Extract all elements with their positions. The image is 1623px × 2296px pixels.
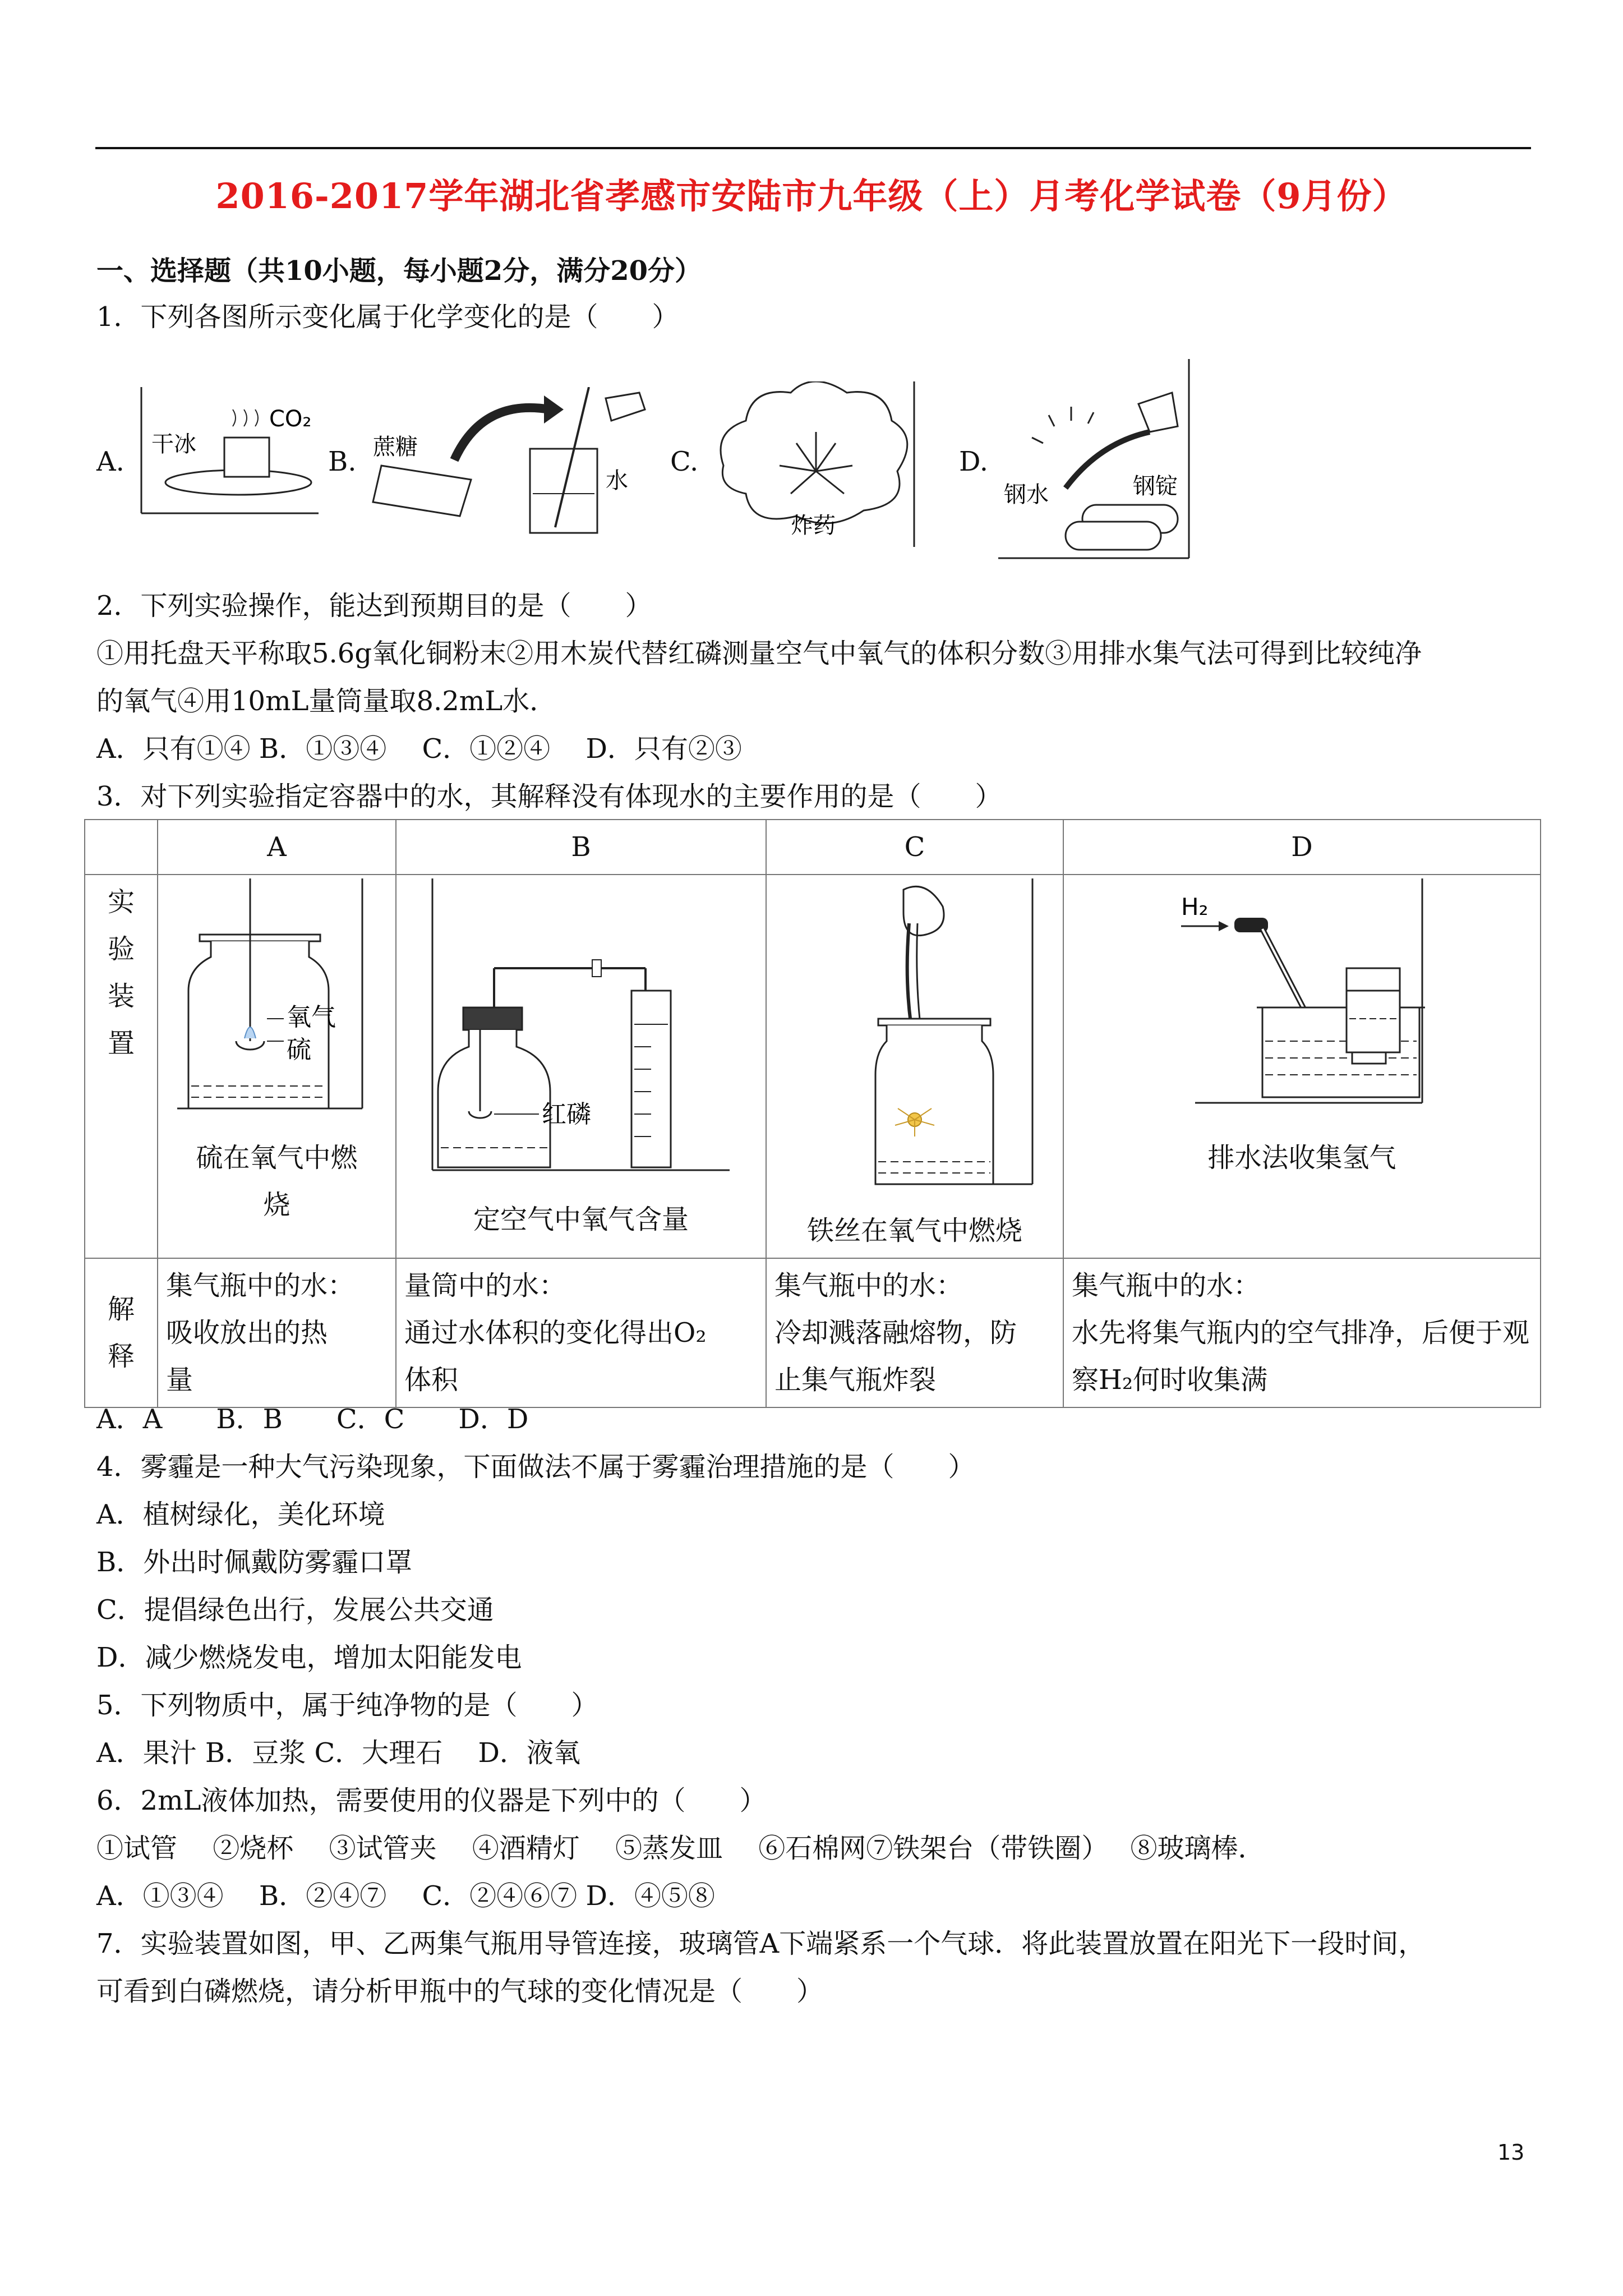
page-title: 2016-2017学年湖北省孝感市安陆市九年级（上）月考化学试卷（9月份） [215,176,1408,217]
q4-option-a: A．植树绿化，美化环境 [96,1499,385,1530]
explain-line: 冷却溅落融熔物，防 [774,1317,1017,1349]
explain-line: 吸收放出的热 [166,1317,328,1349]
q3-explain-a [158,1258,396,1407]
q3-explain-c [766,1258,1063,1407]
q3-figure-c [774,878,1038,1193]
top-rule [95,147,1531,149]
page-number: 13 [1497,2140,1525,2165]
q3-choices: A．A B．B C．C D．D [96,1404,529,1435]
q3-label-red-phosphorus: 红磷 [542,1100,591,1129]
q3-row-label-explain [85,1258,158,1407]
explain-line: 通过水体积的变化得出O₂ [404,1317,707,1349]
row-label-char: 置 [107,1028,135,1059]
q1-label-explosive: 炸药 [791,513,836,539]
q1-label-steel-ingot: 钢锭 [1133,473,1178,499]
q3-cell-d-apparatus [1063,875,1541,1258]
q7-line1: 7．实验装置如图，甲、乙两集气瓶用导管连接，玻璃管A下端紧系一个气球．将此装置放置在阳光下一段时间， [96,1928,1426,1959]
q3-row-label-apparatus [85,875,158,1258]
q1-label-sugar: 蔗糖 [373,434,418,460]
q3-header-b: B [396,820,766,875]
q1-option-c[interactable]: C. [670,446,699,477]
q3-stem: 3．对下列实验指定容器中的水，其解释没有体现水的主要作用的是（ ） [96,781,1002,812]
q1-label-water-b: 水 [606,468,628,494]
q3-label-oxygen: 氧气 [287,1003,336,1032]
q3-cell-c-apparatus [766,875,1063,1258]
q3-explain-d [1063,1258,1541,1407]
q3-header-d: D [1063,820,1541,875]
q3-figure-b [404,878,741,1181]
explain-line: 水先将集气瓶内的空气排净，后便于观 [1072,1317,1530,1349]
row-label-char: 解 [107,1294,135,1325]
q1-figure-a [140,387,320,516]
q7-line2: 可看到白磷燃烧，请分析甲瓶中的气球的变化情况是（ ） [96,1976,824,2007]
explain-line: 集气瓶中的水： [774,1270,963,1301]
explain-line: 集气瓶中的水： [166,1270,355,1301]
explain-line: 察H₂何时收集满 [1072,1364,1268,1396]
q1-option-d[interactable]: D. [959,446,989,477]
q3-cell-a-apparatus [158,875,396,1258]
q1-figure-b [370,387,651,539]
q3-header-a: A [158,820,396,875]
explain-line: 集气瓶中的水： [1072,1270,1261,1301]
q3-figure-d [1072,878,1431,1120]
q2-line1: ①用托盘天平称取5.6g氧化铜粉末②用木炭代替红磷测量空气中氧气的体积分数③用排水集气法可得到比较纯净 [96,638,1422,669]
q2-stem: 2．下列实验操作，能达到预期目的是（ ） [96,590,652,622]
q1-figure-d [998,359,1200,561]
q3-explain-row [85,1258,1541,1407]
q1-label-dry-ice: 干冰 [151,431,196,457]
q1-stem: 1．下列各图所示变化属于化学变化的是（ ） [96,301,679,333]
row-label-char: 释 [107,1341,135,1372]
q3-explain-b [396,1258,766,1407]
q4-stem: 4．雾霾是一种大气污染现象，下面做法不属于雾霾治理措施的是（ ） [96,1451,975,1483]
q3-label-h2: H₂ [1181,893,1209,921]
q3-label-sulfur: 硫 [287,1036,311,1064]
q2-line2: 的氧气④用10mL量筒量取8.2mL水． [96,685,557,717]
row-label-char: 实 [107,886,135,918]
q5-stem: 5．下列物质中，属于纯净物的是（ ） [96,1690,598,1721]
q6-items: ①试管 ②烧杯 ③试管夹 ④酒精灯 ⑤蒸发皿 ⑥石棉网⑦铁架台（带铁圈） ⑧玻璃棒． [96,1833,1265,1864]
q3-caption-d: 排水法收集氢气 [1207,1142,1396,1174]
q5-choices: A．果汁 B．豆浆 C．大理石 D．液氧 [96,1737,580,1769]
row-label-char: 验 [107,933,135,965]
explain-line: 量筒中的水： [404,1270,566,1301]
q2-choices: A．只有①④ B．①③④ C．①②④ D．只有②③ [96,733,742,765]
section-heading: 一、选择题（共10小题，每小题2分，满分20分） [96,255,702,287]
q3-caption-c: 铁丝在氧气中燃烧 [806,1215,1022,1246]
q1-option-b[interactable]: B. [328,446,357,477]
q1-option-a[interactable]: A. [96,446,125,477]
q3-caption-a-2: 烧 [263,1189,291,1221]
q1-label-co2: CO₂ [269,406,312,432]
q3-header-c: C [766,820,1063,875]
q6-choices: A．①③④ B．②④⑦ C．②④⑥⑦ D．④⑤⑧ [96,1880,715,1912]
q4-option-b: B．外出时佩戴防雾霾口罩 [96,1547,413,1578]
q3-header-blank [85,820,158,875]
q3-apparatus-row [85,875,1541,1258]
q3-table [84,819,1541,1408]
q6-stem: 6．2mL液体加热，需要使用的仪器是下列中的（ ） [96,1785,767,1816]
q3-cell-b-apparatus [396,875,766,1258]
q4-option-c: C．提倡绿色出行，发展公共交通 [96,1594,494,1626]
q4-option-d: D．减少燃烧发电，增加太阳能发电 [96,1642,522,1673]
explain-line: 体积 [404,1364,459,1396]
q1-figure-c [712,381,920,550]
q3-caption-b: 定空气中氧气含量 [473,1204,689,1235]
explain-line: 量 [166,1364,193,1396]
explain-line: 止集气瓶炸裂 [774,1364,937,1396]
q3-caption-a-1: 硫在氧气中燃 [196,1142,358,1174]
row-label-char: 装 [107,981,135,1012]
q3-figure-a [166,878,368,1120]
q3-header-row [85,820,1541,875]
q1-label-molten-steel: 钢水 [1004,482,1049,508]
